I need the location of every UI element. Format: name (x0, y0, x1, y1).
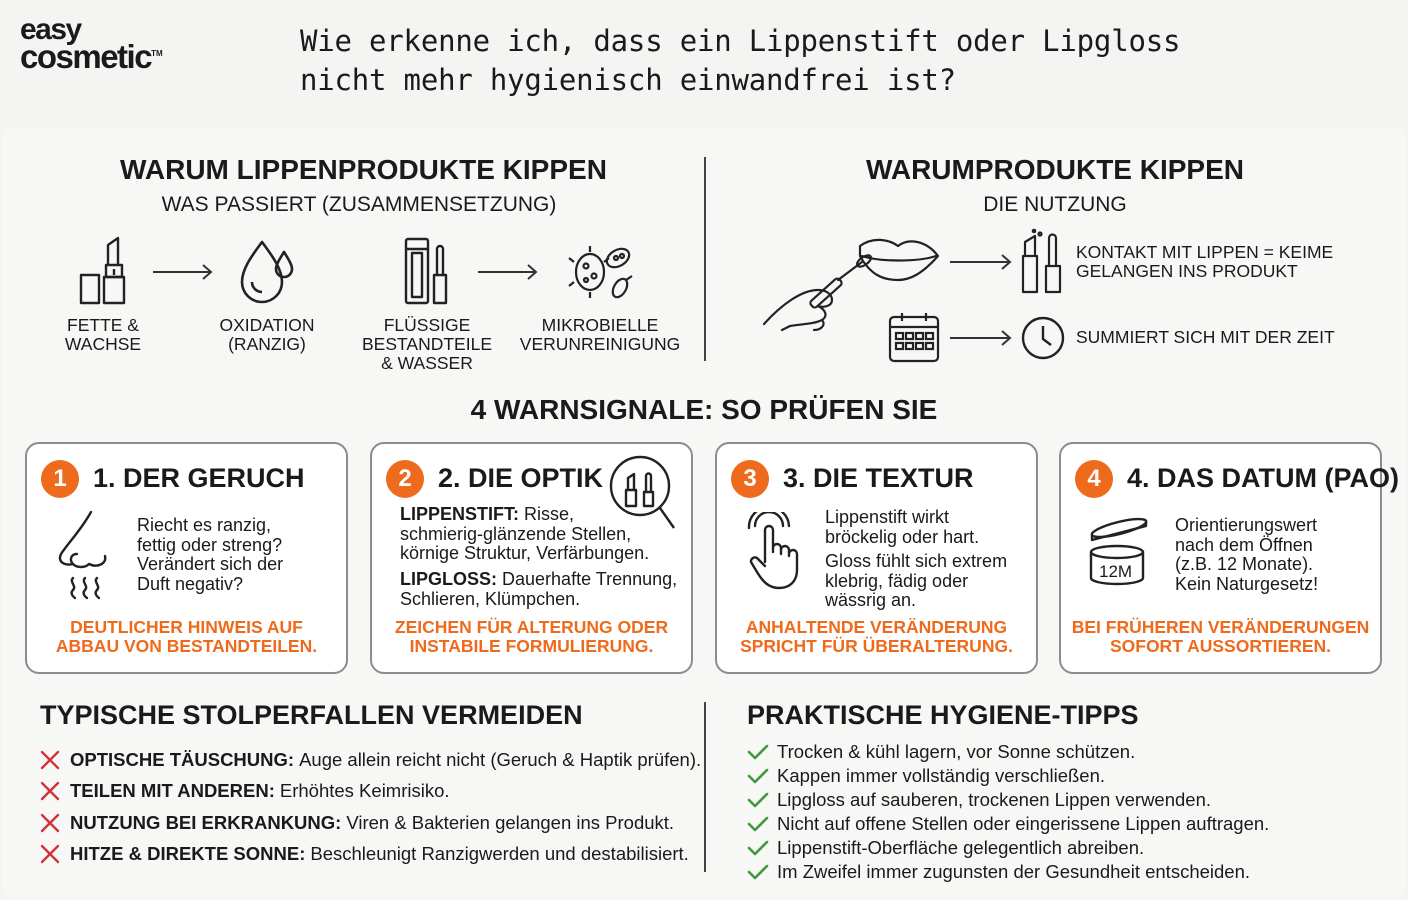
left-section-title: WARUM LIPPENPRODUKTE KIPPEN (120, 154, 607, 185)
right-section-title: WARUMPRODUKTE KIPPEN (865, 154, 1244, 185)
flow-label-fluessige: FLÜSSIGE BESTANDTEILE & WASSER (362, 315, 492, 373)
lipgloss-icon (404, 235, 450, 307)
card-geruch (25, 442, 348, 674)
check-icon (747, 767, 777, 785)
vertical-divider (704, 702, 706, 872)
check-icon (747, 839, 777, 857)
pitfall-label: TEILEN MIT ANDEREN: (70, 780, 275, 801)
tip-item (747, 813, 1269, 835)
contact-label (1076, 243, 1333, 281)
card-text: Riecht es ranzig, fettig oder streng? Verändert sich der Duft negativ? (137, 515, 284, 594)
card-footer: ANHALTENDE VERÄNDERUNG SPRICHT FÜR ÜBERALTERUNG. (740, 617, 1013, 656)
bacteria-icon (566, 238, 636, 306)
tip-item (747, 837, 1144, 859)
warnings-title: 4 WARNSIGNALE: SO PRÜFEN SIE (470, 394, 938, 425)
pitfalls-title: TYPISCHE STOLPERFALLEN VERMEIDEN (40, 700, 583, 730)
card-footer: BEI FRÜHEREN VERÄNDERUNGEN SOFORT AUSSORTIEREN. (1071, 617, 1370, 656)
nose-icon (57, 510, 117, 600)
lipstick-text: Risse, schmierig-glänzende Stellen, körnige Struktur, Verfärbungen. (400, 504, 650, 563)
logo-tm: TM (151, 48, 163, 58)
pitfall-text: Erhöhtes Keimrisiko. (279, 780, 450, 801)
card-datum (1059, 442, 1399, 674)
clock-icon (1020, 315, 1066, 361)
cross-icon (40, 750, 70, 770)
lipgloss-text: Dauerhafte Trennung, Schlieren, Klümpchen. (400, 569, 678, 609)
page-title: Wie erkenne ich, dass ein Lippenstift oder Lipgloss nicht mehr hygienisch einwandfrei ist? (300, 24, 1181, 97)
card-text-lipgloss (400, 570, 677, 609)
pitfall-text: Auge allein reicht nicht (Geruch & Haptik prüfen). (299, 749, 702, 770)
calendar-icon (888, 311, 940, 363)
card-text-gloss: Gloss fühlt sich extrem klebrig, fädig oder wässrig an. (825, 551, 1008, 610)
flow-label-mikrobielle: MIKROBIELLE VERUNREINIGUNG (519, 315, 681, 354)
pitfall-item (40, 843, 689, 865)
card-badge: 1 (41, 460, 79, 498)
tip-item (747, 861, 1250, 883)
tip-text: Kappen immer vollständig verschließen. (777, 765, 1106, 786)
touch-hand-icon (747, 512, 807, 592)
check-icon (747, 863, 777, 881)
tip-text: Nicht auf offene Stellen oder eingerissene Lippen auftragen. (777, 813, 1270, 834)
card-badge: 4 (1075, 460, 1113, 498)
card-badge: 2 (386, 460, 424, 498)
right-section-subtitle: DIE NUTZUNG (983, 193, 1127, 216)
card-text-lipstick (400, 505, 649, 564)
pitfall-item (40, 780, 450, 802)
pitfall-item (40, 812, 674, 834)
tips-title: PRAKTISCHE HYGIENE-TIPPS (747, 700, 1139, 730)
card-title: 2. DIE OPTIK (438, 463, 604, 493)
flow-label-fette: FETTE & WACHSE (64, 315, 142, 354)
card-title: 3. DIE TEXTUR (783, 463, 974, 493)
lipgloss-label: LIPGLOSS: (400, 569, 498, 589)
header (0, 0, 1408, 130)
pao-label: 12M (1099, 562, 1133, 581)
logo-line1: easy (20, 13, 81, 46)
card-text: Orientierungswert nach dem Öffnen (z.B. 12 Monate). Kein Naturgesetz! (1175, 515, 1319, 594)
tip-text: Im Zweifel immer zugunsten der Gesundheit entscheiden. (777, 861, 1251, 882)
cross-icon (40, 844, 70, 864)
contact-label-text: KONTAKT MIT LIPPEN = KEIME GELANGEN INS PRODUKT (1076, 242, 1334, 281)
pitfall-item (40, 749, 701, 771)
contact-products-icon (1020, 228, 1064, 294)
tip-item (747, 765, 1105, 787)
lipstick-label: LIPPENSTIFT: (400, 504, 520, 524)
pitfall-text: Beschleunigt Ranzigwerden und destabilisiert. (310, 843, 689, 864)
flow-label-oxidation: OXIDATION (RANZIG) (219, 315, 315, 354)
card-text-lipstick: Lippenstift wirkt bröckelig oder hart. (825, 507, 980, 547)
arrow-right-icon (950, 252, 1012, 272)
tip-text: Lippenstift-Oberfläche gelegentlich abreiben. (777, 837, 1145, 858)
lipstick-icon (78, 235, 128, 307)
arrow-right-icon (153, 262, 213, 282)
check-icon (747, 743, 777, 761)
arrow-right-icon (478, 262, 538, 282)
card-title: 1. DER GERUCH (93, 463, 305, 493)
cross-icon (40, 813, 70, 833)
card-optik (370, 442, 693, 674)
card-badge: 3 (731, 460, 769, 498)
pitfall-label: OPTISCHE TÄUSCHUNG: (70, 749, 295, 770)
check-icon (747, 815, 777, 833)
left-section-subtitle: WAS PASSIERT (ZUSAMMENSETZUNG) (161, 193, 557, 216)
card-textur (715, 442, 1038, 674)
logo (20, 13, 163, 75)
card-footer: DEUTLICHER HINWEIS AUF ABBAU VON BESTANDTEILEN. (55, 617, 318, 656)
time-label: SUMMIERT SICH MIT DER ZEIT (1076, 327, 1335, 347)
tip-text: Trocken & kühl lagern, vor Sonne schützen. (777, 741, 1136, 762)
tip-text: Lipgloss auf sauberen, trockenen Lippen verwenden. (777, 789, 1212, 810)
vertical-divider (704, 157, 706, 361)
card-title: 4. DAS DATUM (PAO) (1127, 463, 1399, 493)
tip-item (747, 789, 1211, 811)
card-footer: ZEICHEN FÜR ALTERUNG ODER INSTABILE FORMULIERUNG. (394, 617, 669, 656)
arrow-right-icon (950, 328, 1012, 348)
tip-item (747, 741, 1135, 763)
logo-line2 (20, 37, 163, 75)
pitfall-text: Viren & Bakterien gelangen ins Produkt. (346, 812, 675, 833)
logo-line2-text: cosmetic (20, 37, 152, 75)
check-icon (747, 791, 777, 809)
cross-icon (40, 781, 70, 801)
drops-icon (240, 238, 298, 306)
pitfall-label: NUTZUNG BEI ERKRANKUNG: (70, 812, 342, 833)
pitfall-label: HITZE & DIREKTE SONNE: (70, 843, 306, 864)
